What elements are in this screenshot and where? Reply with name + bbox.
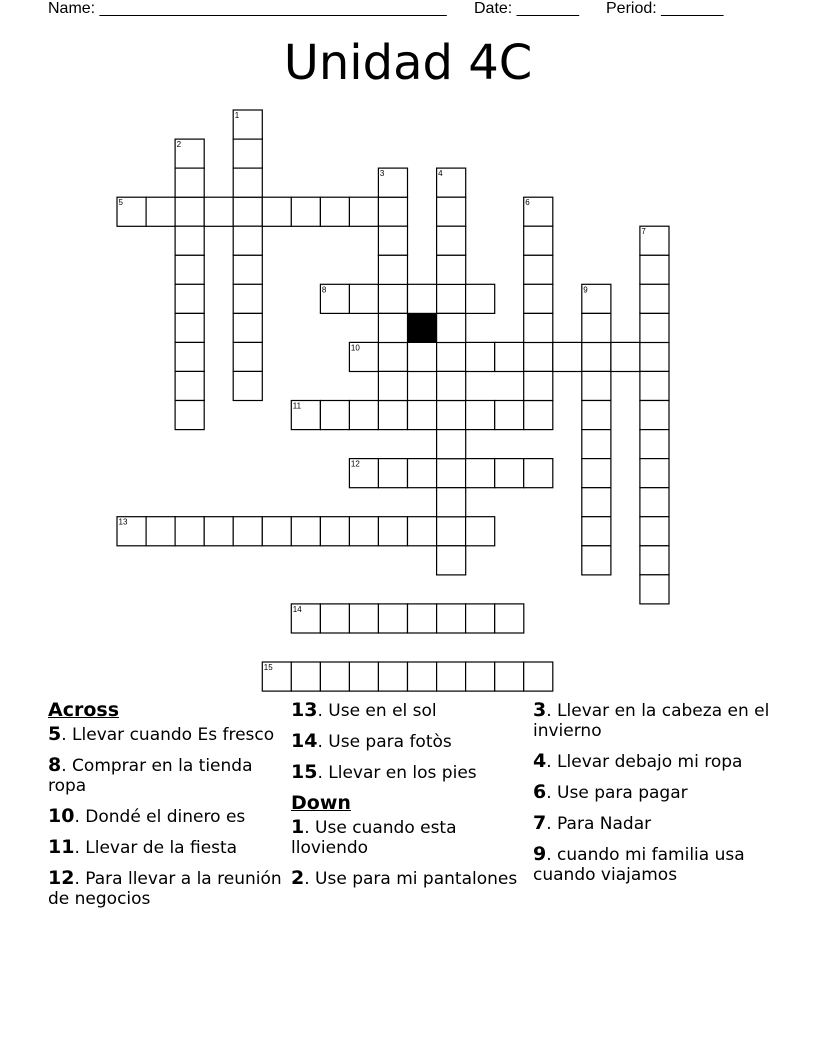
grid-cell[interactable] xyxy=(408,459,437,488)
grid-cell[interactable] xyxy=(320,517,349,546)
grid-cell[interactable] xyxy=(378,168,407,197)
grid-cell[interactable] xyxy=(378,517,407,546)
grid-cell[interactable] xyxy=(320,401,349,430)
date-label: Date: xyxy=(474,0,517,17)
down-heading: Down xyxy=(291,792,351,814)
cell-number: 2 xyxy=(176,140,182,150)
grid-cell[interactable] xyxy=(291,662,320,691)
grid-cell[interactable] xyxy=(582,488,611,517)
across-clue xyxy=(48,755,288,796)
down-clue xyxy=(533,700,773,741)
grid-cell[interactable] xyxy=(378,226,407,255)
clues-column-3 xyxy=(533,700,773,895)
cell-number: 13 xyxy=(118,517,128,527)
grid-cell[interactable] xyxy=(640,255,669,284)
grid-cell[interactable] xyxy=(378,459,407,488)
clue-text: Use cuando esta lloviendo xyxy=(291,818,457,858)
grid-cell[interactable] xyxy=(408,517,437,546)
grid-cell[interactable] xyxy=(437,342,466,371)
cell-number: 4 xyxy=(438,169,443,179)
grid-cell[interactable] xyxy=(466,662,495,691)
clue-text: Use en el sol xyxy=(328,701,437,721)
grid-cell[interactable] xyxy=(437,488,466,517)
grid-cell[interactable] xyxy=(408,342,437,371)
clue-number: 3 xyxy=(533,699,547,721)
grid-cell[interactable] xyxy=(117,517,146,546)
grid-cell[interactable] xyxy=(175,139,204,168)
clue-separator: . xyxy=(546,783,558,803)
grid-cell[interactable] xyxy=(175,342,204,371)
grid-cell[interactable] xyxy=(349,197,378,226)
grid-cell[interactable] xyxy=(233,226,262,255)
grid-cell[interactable] xyxy=(553,342,582,371)
across-clue xyxy=(291,762,531,783)
clue-separator: . xyxy=(74,838,86,858)
clue-number: 1 xyxy=(291,816,305,838)
grid-cell[interactable] xyxy=(378,284,407,313)
clue-number: 10 xyxy=(48,805,75,827)
grid-cell[interactable] xyxy=(262,662,291,691)
date-blank[interactable]: _______ xyxy=(516,0,579,17)
clue-text: Use para fotòs xyxy=(328,732,452,752)
grid-cell[interactable] xyxy=(640,371,669,400)
grid-cell[interactable] xyxy=(437,371,466,400)
grid-cell[interactable] xyxy=(437,313,466,342)
cell-number: 1 xyxy=(234,111,240,120)
grid-cell[interactable] xyxy=(408,662,437,691)
grid-cell[interactable] xyxy=(233,371,262,400)
cell-number: 7 xyxy=(641,227,646,237)
grid-cell[interactable] xyxy=(524,284,553,313)
grid-cell[interactable] xyxy=(437,662,466,691)
grid-cell[interactable] xyxy=(233,284,262,313)
clue-number: 13 xyxy=(291,699,318,721)
down-clue xyxy=(533,751,773,772)
grid-cell[interactable] xyxy=(175,371,204,400)
grid-cell[interactable] xyxy=(495,459,524,488)
clues-column-1 xyxy=(48,700,288,919)
grid-cell[interactable] xyxy=(640,313,669,342)
grid-cell[interactable] xyxy=(611,342,640,371)
grid-cell[interactable] xyxy=(146,517,175,546)
grid-cell[interactable] xyxy=(175,168,204,197)
clue-number: 9 xyxy=(533,843,547,865)
clue-separator: . xyxy=(546,845,558,865)
grid-cell[interactable] xyxy=(466,604,495,633)
grid-cell[interactable] xyxy=(204,197,233,226)
grid-cell[interactable] xyxy=(524,197,553,226)
grid-cell[interactable] xyxy=(437,197,466,226)
clue-text: Para Nadar xyxy=(557,814,652,834)
clue-number: 4 xyxy=(533,750,547,772)
grid-cell[interactable] xyxy=(233,313,262,342)
across-clue xyxy=(48,868,288,909)
grid-cell[interactable] xyxy=(582,313,611,342)
clue-separator: . xyxy=(304,818,316,838)
grid-cell[interactable] xyxy=(349,604,378,633)
down-clue-list-continued xyxy=(533,700,773,885)
grid-cell[interactable] xyxy=(437,284,466,313)
grid-cell[interactable] xyxy=(437,168,466,197)
grid-cell[interactable] xyxy=(640,226,669,255)
grid-cell[interactable] xyxy=(320,662,349,691)
grid-cell[interactable] xyxy=(378,313,407,342)
across-clue xyxy=(291,731,531,752)
grid-cell[interactable] xyxy=(378,604,407,633)
grid-cell[interactable] xyxy=(233,342,262,371)
grid-cell[interactable] xyxy=(378,197,407,226)
cell-number: 14 xyxy=(292,604,302,614)
grid-cell[interactable] xyxy=(524,313,553,342)
grid-cell[interactable] xyxy=(320,604,349,633)
grid-cell[interactable] xyxy=(175,401,204,430)
clue-text: Use para mi pantalones xyxy=(315,869,518,889)
down-clue xyxy=(291,817,531,858)
grid-cell[interactable] xyxy=(495,604,524,633)
grid-cell[interactable] xyxy=(437,226,466,255)
grid-cell[interactable] xyxy=(175,284,204,313)
grid-cell[interactable] xyxy=(233,517,262,546)
clue-text: Llevar en la cabeza en el invierno xyxy=(533,701,770,741)
clue-text: Llevar debajo mi ropa xyxy=(557,752,743,772)
grid-cell[interactable] xyxy=(524,342,553,371)
clue-text: Dondé el dinero es xyxy=(85,807,246,827)
across-clue xyxy=(48,837,288,858)
across-clue xyxy=(291,700,531,721)
clue-number: 14 xyxy=(291,730,318,752)
clue-separator: . xyxy=(74,807,86,827)
across-heading: Across xyxy=(48,699,120,721)
grid-cell[interactable] xyxy=(262,197,291,226)
cell-number: 8 xyxy=(321,285,327,295)
clue-separator: . xyxy=(317,763,329,783)
grid-cell[interactable] xyxy=(640,401,669,430)
down-clue xyxy=(291,868,531,889)
grid-cell[interactable] xyxy=(175,197,204,226)
grid-cell[interactable] xyxy=(378,662,407,691)
clue-text: cuando mi familia usa cuando viajamos xyxy=(533,845,745,885)
clue-separator: . xyxy=(61,756,73,776)
clue-number: 15 xyxy=(291,761,318,783)
cell-number: 5 xyxy=(118,198,123,208)
grid-cell[interactable] xyxy=(408,604,437,633)
clue-number: 11 xyxy=(48,836,75,858)
grid-cell[interactable] xyxy=(175,255,204,284)
cell-number: 15 xyxy=(263,663,273,672)
cell-number: 6 xyxy=(525,198,530,208)
clue-separator: . xyxy=(546,814,558,834)
grid-cell[interactable] xyxy=(349,401,378,430)
name-label: Name: xyxy=(48,0,100,17)
grid-cell[interactable] xyxy=(495,342,524,371)
grid-cell[interactable] xyxy=(378,371,407,400)
clue-separator: . xyxy=(317,732,329,752)
cell-number: 9 xyxy=(583,285,588,295)
grid-cell[interactable] xyxy=(640,517,669,546)
grid-cell[interactable] xyxy=(524,459,553,488)
grid-cell[interactable] xyxy=(640,546,669,575)
grid-cell[interactable] xyxy=(495,401,524,430)
grid-cell[interactable] xyxy=(378,255,407,284)
grid-cell[interactable] xyxy=(291,517,320,546)
grid-cell[interactable] xyxy=(582,517,611,546)
grid-cell[interactable] xyxy=(466,517,495,546)
grid-cell[interactable] xyxy=(291,604,320,633)
grid-cell[interactable] xyxy=(320,197,349,226)
across-clue-list-continued xyxy=(291,700,531,783)
clue-separator: . xyxy=(61,725,73,745)
name-field[interactable] xyxy=(48,0,447,18)
clues-column-2 xyxy=(291,700,531,899)
down-clue-list xyxy=(291,817,531,889)
grid-cell[interactable] xyxy=(582,546,611,575)
clue-text: Comprar en la tienda ropa xyxy=(48,756,253,796)
grid-cell[interactable] xyxy=(582,459,611,488)
across-clue xyxy=(48,724,288,745)
grid-cell[interactable] xyxy=(524,662,553,691)
clue-number: 5 xyxy=(48,723,62,745)
grid-cell[interactable] xyxy=(437,546,466,575)
grid-cell[interactable] xyxy=(437,255,466,284)
grid-cell[interactable] xyxy=(204,517,233,546)
grid-cell[interactable] xyxy=(408,401,437,430)
grid-cell[interactable] xyxy=(349,517,378,546)
grid-cell[interactable] xyxy=(582,401,611,430)
grid-cell[interactable] xyxy=(524,401,553,430)
date-field[interactable] xyxy=(474,0,579,18)
clue-text: Use para pagar xyxy=(557,783,688,803)
clue-number: 7 xyxy=(533,812,547,834)
cell-number: 12 xyxy=(350,459,360,469)
grid-cell[interactable] xyxy=(582,284,611,313)
grid-cell[interactable] xyxy=(233,255,262,284)
grid-cell[interactable] xyxy=(640,342,669,371)
grid-cell[interactable] xyxy=(640,575,669,604)
grid-cell[interactable] xyxy=(378,342,407,371)
clue-separator: . xyxy=(546,701,558,721)
across-clue xyxy=(48,806,288,827)
cell-number: 11 xyxy=(292,401,302,411)
period-blank[interactable]: _______ xyxy=(661,0,724,17)
grid-cell[interactable] xyxy=(437,517,466,546)
grid-cell[interactable] xyxy=(640,284,669,313)
across-clue-list xyxy=(48,724,288,909)
grid-cell[interactable] xyxy=(291,197,320,226)
clue-separator: . xyxy=(304,869,316,889)
grid-cell[interactable] xyxy=(146,197,175,226)
cell-number: 3 xyxy=(379,169,385,179)
grid-cell[interactable] xyxy=(437,430,466,459)
name-blank[interactable]: _______________________________________ xyxy=(99,0,447,17)
grid-cell[interactable] xyxy=(437,401,466,430)
grid-cell[interactable] xyxy=(233,139,262,168)
clue-text: Llevar cuando Es fresco xyxy=(72,725,275,745)
grid-cell[interactable] xyxy=(233,168,262,197)
clue-separator: . xyxy=(317,701,329,721)
grid-cell[interactable] xyxy=(233,110,262,139)
grid-cell[interactable] xyxy=(262,517,291,546)
grid-cell[interactable] xyxy=(524,371,553,400)
clue-number: 8 xyxy=(48,754,62,776)
grid-cell[interactable] xyxy=(524,226,553,255)
black-cell xyxy=(408,313,437,342)
grid-cell[interactable] xyxy=(408,284,437,313)
clue-number: 6 xyxy=(533,781,547,803)
clue-separator: . xyxy=(74,869,86,889)
grid-cell[interactable] xyxy=(378,401,407,430)
grid-cell[interactable] xyxy=(349,662,378,691)
grid-cell[interactable] xyxy=(640,430,669,459)
clue-text: Llevar en los pies xyxy=(328,763,477,783)
down-clue xyxy=(533,844,773,885)
grid-cell[interactable] xyxy=(640,459,669,488)
grid-cell[interactable] xyxy=(437,459,466,488)
down-clue xyxy=(533,782,773,803)
page-title: Unidad 4C xyxy=(283,35,533,91)
grid-cell[interactable] xyxy=(466,401,495,430)
grid-cell[interactable] xyxy=(320,284,349,313)
grid-cell[interactable] xyxy=(349,342,378,371)
clue-text: Para llevar a la reunión de negocios xyxy=(48,869,282,909)
clue-text: Llevar de la fiesta xyxy=(85,838,238,858)
cell-number: 10 xyxy=(350,343,360,353)
grid-cell[interactable] xyxy=(175,517,204,546)
grid-cell[interactable] xyxy=(640,488,669,517)
grid-cell[interactable] xyxy=(349,284,378,313)
grid-cell[interactable] xyxy=(233,197,262,226)
period-field[interactable] xyxy=(606,0,723,18)
grid-cell[interactable] xyxy=(117,197,146,226)
grid-cell[interactable] xyxy=(175,226,204,255)
down-clue xyxy=(533,813,773,834)
grid-cell[interactable] xyxy=(349,459,378,488)
grid-cell[interactable] xyxy=(524,255,553,284)
grid-cell[interactable] xyxy=(437,604,466,633)
clue-number: 2 xyxy=(291,867,305,889)
period-label: Period: xyxy=(606,0,662,17)
grid-cell[interactable] xyxy=(582,342,611,371)
grid-cell[interactable] xyxy=(175,313,204,342)
clue-number: 12 xyxy=(48,867,75,889)
grid-cell[interactable] xyxy=(466,284,495,313)
grid-cell[interactable] xyxy=(466,459,495,488)
grid-cell[interactable] xyxy=(495,662,524,691)
grid-cell[interactable] xyxy=(466,342,495,371)
grid-cell[interactable] xyxy=(291,401,320,430)
header xyxy=(48,0,748,22)
grid-cell[interactable] xyxy=(582,430,611,459)
clue-separator: . xyxy=(546,752,558,772)
grid-cell[interactable] xyxy=(582,371,611,400)
